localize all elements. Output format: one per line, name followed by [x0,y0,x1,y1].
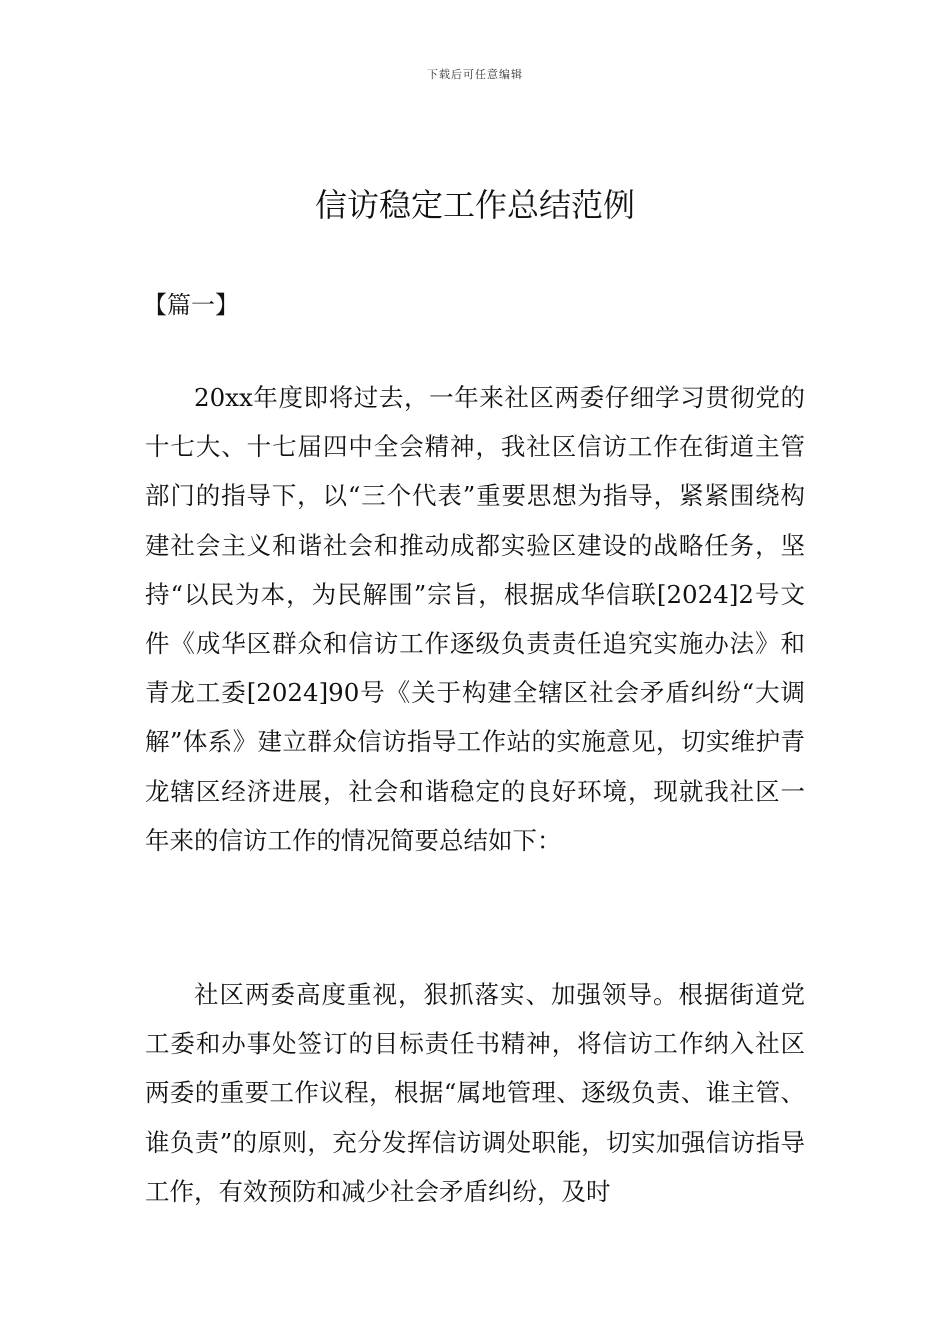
section-label: 【篇一】 [143,291,239,319]
document-title: 信访稳定工作总结范例 [314,186,635,224]
header-note: 下载后可任意编辑 [427,68,523,81]
body-paragraph-2: 社区两委高度重视，狠抓落实、加强领导。根据街道党工委和办事处签订的目标责任书精神，将信访工作纳入社区两委的重要工作议程，根据“属地管理、逐级负责、谁主管、谁负责”的原则，充分发挥信访调处职能，切实加强信访指导工作，有效预防和减少社会矛盾纠纷，及时 [145,980,805,1206]
body-paragraph-1: 20xx年度即将过去，一年来社区两委仔细学习贯彻党的十七大、十七届四中全会精神，我社区信访工作在街道主管部门的指导下，以“三个代表”重要思想为指导，紧紧围绕构建社会主义和谐社会和推动成都实验区建设的战略任务，坚持“以民为本，为民解围”宗旨，根据成华信联[2024]2号文件《成华区群众和信访工作逐级负责责任追究实施办法》和青龙工委[2024]90号《关于构建全辖区社会矛盾纠纷“大调解”体系》建立群众信访指导工作站的实施意见，切实维护青龙辖区经济进展，社会和谐稳定的良好环境，现就我社区一年来的信访工作的情况简要总结如下： [145,383,805,855]
